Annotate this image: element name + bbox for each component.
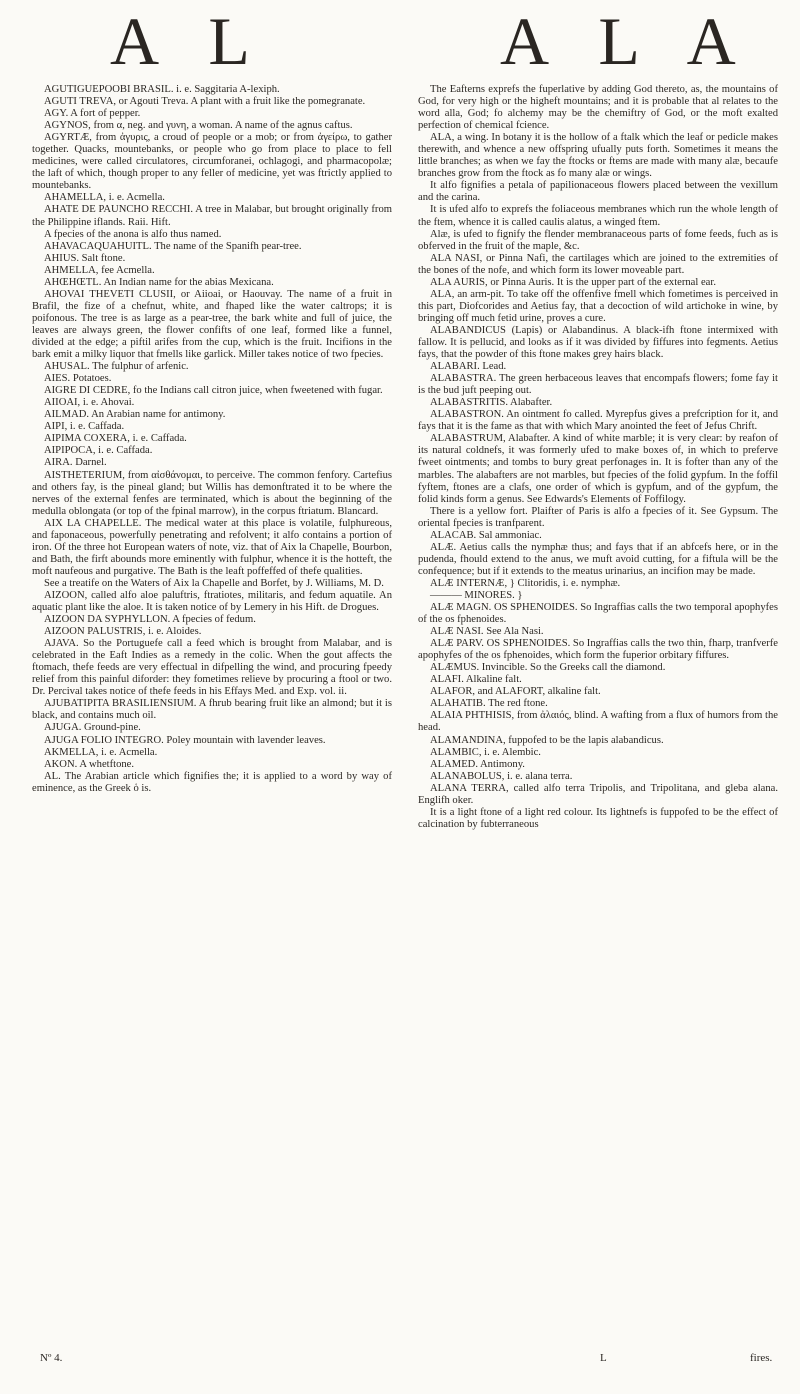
entry-paragraph: ALAHATIB. The red ftone. [430, 698, 548, 710]
entry-paragraph: AKON. A whetftone. [44, 758, 135, 770]
running-header [0, 3, 800, 79]
entry-paragraph: ALANA TERRA, called alfo terra Tripolis, and Tripolitana, and gleba alana. Englifh oker. [418, 782, 778, 806]
entry-paragraph: ALACAB. Sal ammoniac. [430, 529, 542, 541]
entry-paragraph: AIPIMA COXERA, i. e. Caffada. [44, 433, 187, 445]
entry-paragraph: ALA NASI, or Pinna Nafi, the cartilages which are joined to the extremities of the bones of the nofe, and which form its lower moveable part. [418, 252, 778, 276]
entry-paragraph: ALAMBIC, i. e. Alembic. [430, 746, 541, 758]
entry-paragraph: ALÆ MAGN. OS SPHENOIDES. So Ingraffias calls the two temporal apophyfes of the os fphenoides. [418, 602, 778, 626]
entry-paragraph: ALA, an arm-pit. To take off the offenfive fmell which fometimes is perceived in this part, Diofcorides and Aetius fay, that a decoction of wild artichoke in wine, by bringing off much fetid urine, proves a cure. [418, 288, 778, 324]
entry-paragraph: A fpecies of the anona is alfo thus named. [44, 228, 222, 240]
entry-paragraph: AHUSAL. The fulphur of arfenic. [44, 361, 189, 373]
entry-paragraph: Alæ, is ufed to fignify the flender membranaceous parts of fome feeds, fuch as is obferved in the fruit of the maple, &c. [418, 228, 778, 252]
entry-paragraph: There is a yellow fort. Plaifter of Paris is alfo a fpecies of it. See Gypsum. The oriental fpecies is tranfparent. [418, 505, 778, 529]
entry-paragraph: ALA AURIS, or Pinna Auris. It is the upper part of the external ear. [430, 276, 716, 288]
signature-letter: L [600, 1352, 607, 1364]
entry-paragraph: AL. The Arabian article which fignifies the; it is applied to a word by way of eminence, as the Greek ὁ is. [32, 770, 392, 794]
entry-paragraph: AHIUS. Salt ftone. [44, 252, 126, 264]
entry-paragraph: AHOVAI THEVETI CLUSII, or Aiioai, or Haouvay. The name of a fruit in Brafil, the fize of a chefnut, white, and fhaped like the water caltrops; it is poifonous. The tree is as large as a pear-tree, the bark white and full of juice, the leaves are always green, the flower confifts of one leaf, formed like a funnel, divided at the edge; a piftil arifes from the cup, which is the fruit. Incifions in the bark emit a milky liquor that fmells like garlick. Miller takes notice of two fpecies. [32, 288, 392, 361]
header-right: A L A [500, 3, 754, 79]
entry-paragraph: ALABARI. Lead. [430, 361, 507, 373]
entry-paragraph: AGY. A fort of pepper. [44, 108, 141, 120]
entry-paragraph: AIGRE DI CEDRE, fo the Indians call citron juice, when fweetened with fugar. [44, 385, 383, 397]
entry-paragraph: It alfo fignifies a petala of papilionaceous flowers placed between the vexillum and the carina. [418, 180, 778, 204]
entry-paragraph: AIPI, i. e. Caffada. [44, 421, 125, 433]
entry-paragraph: ALAFOR, and ALAFORT, alkaline falt. [430, 686, 601, 698]
entry-paragraph: AIRA. Darnel. [44, 457, 107, 469]
entry-paragraph: AHAMELLA, i. e. Acmella. [44, 192, 165, 204]
entry-paragraph: ALABANDICUS (Lapis) or Alabandinus. A black-ifh ftone intermixed with fallow. It is pellucid, and looks as if it was divided by fiffures into fegments. Aetius fays, that the powder of this ftone makes grey hairs black. [418, 324, 778, 361]
entry-paragraph: AIZOON DA SYPHYLLON. A fpecies of fedum. [44, 614, 256, 626]
entry-paragraph: AJUBATIPITA BRASILIENSIUM. A fhrub bearing fruit like an almond; but it is black, and contains much oil. [32, 698, 392, 722]
entry-paragraph: ALABASTRUM, Alabafter. A kind of white marble; it is very clear: by reafon of its natural coldnefs, it was formerly ufed to make boxes of, in which to preferve fweet ointments; and tombs to bury great perfonages in. It is fofter than any of the marbles. The alabafters are not marbles, but fpecies of the folid gypfum. In the foffil fyftem, ftones are a clafs, one order of which is gypfum, and of the gypfum, the folid kinds form a genus. See Edwards's Elements of Foffilogy. [418, 433, 778, 505]
entry-paragraph: ALÆMUS. Invincible. So the Greeks call the diamond. [430, 662, 666, 674]
entry-paragraph: See a treatife on the Waters of Aix la Chapelle and Borfet, by J. Williams, M. D. [44, 577, 384, 589]
entry-paragraph: AHATE DE PAUNCHO RECCHI. A tree in Malabar, but brought originally from the Philippine iflands. Raii. Hift. [32, 204, 392, 228]
entry-paragraph: ALABASTRA. The green herbaceous leaves that encompafs flowers; fome fay it is the bud juft peeping out. [418, 373, 778, 397]
catchword: fires. [750, 1352, 773, 1364]
entry-paragraph: AHAVACAQUAHUITL. The name of the Spanifh pear-tree. [44, 240, 302, 252]
entry-paragraph: ALAMED. Antimony. [430, 758, 525, 770]
entry-paragraph: AJUGA FOLIO INTEGRO. Poley mountain with lavender leaves. [44, 734, 326, 746]
entry-paragraph: AIIOAI, i. e. Ahovai. [44, 397, 135, 409]
entry-paragraph: AHMELLA, fee Acmella. [44, 264, 155, 276]
entry-paragraph: ALABASTRON. An ointment fo called. Myrepfus gives a prefcription for it, and fays that it is the fame as that with which Mary anointed the feet of Jefus Chrift. [418, 409, 778, 433]
entry-paragraph: AISTHETERIUM, from αἰσθάνομαι, to perceive. The common fenfory. Cartefius and others fay, is the pineal gland; but Willis has demonftrated it to be where the nerves of the external fenfes are terminated, which is about the beginning of the medulla oblongata (or top of the fpinal marrow), in the corpus ftriatum. Blancard. [32, 469, 392, 517]
entry-paragraph: AJAVA. So the Portuguefe call a feed which is brought from Malabar, and is celebrated in the Eaft Indies as a remedy in the colic. When the gout affects the ftomach, thefe feeds are very effectual in difpelling the wind, and procuring fpeedy relief from this painful diforder: they fometimes relieve by procuring a ftool or two. Dr. Percival takes notice of thefe feeds in his Effays Med. and Exp. vol. ii. [32, 638, 392, 698]
entry-paragraph: AILMAD. An Arabian name for antimony. [44, 409, 226, 421]
signature-mark: Nº 4. [40, 1352, 63, 1364]
entry-paragraph: The Eafterns exprefs the fuperlative by adding God thereto, as, the mountains of God, for very high or the higheft mountains; and it is probable that al relates to the word alla, God; fo alchemy may be the chemiftry of God, or the moft exalted perfection of chemical fcience. [418, 84, 778, 132]
entry-paragraph: AGUTIGUEPOOBI BRASIL. i. e. Saggitaria A-lexiph. [44, 84, 280, 95]
entry-paragraph: AIX LA CHAPELLE. The medical water at this place is volatile, fulphureous, and faponaceous, powerfully penetrating and refolvent; it alfo contains a portion of iron. Of the three hot European waters of note, viz. that of Aix la Chapelle, Bourbon, and Bath, the firft abounds more eminently with fulphur, whence it is the hotteft, the moft naufeous and purgative. The Bath is the leaft poffeffed of thefe qualities. [32, 517, 392, 577]
entry-paragraph: ALAFI. Alkaline falt. [430, 674, 522, 686]
entry-paragraph: ALÆ. Aetius calls the nymphæ thus; and fays that if an abfcefs here, or in the pudenda, fhould extend to the anus, we muft avoid cutting, for a fiftula will be the confequence; but if it extends to the meatus urinarius, an incifion may be made. [418, 541, 778, 577]
entry-paragraph: ALÆ PARV. OS SPHENOIDES. So Ingraffias calls the two thin, fharp, tranfverfe apophyfes of the os fphenoides, which form the fuperior orbitary fiffures. [418, 638, 778, 662]
entry-paragraph: It is ufed alfo to exprefs the foliaceous membranes which run the whole length of the ftem, whence it is called caulis alatus, a winged ftem. [418, 204, 778, 228]
entry-paragraph: AIZOON PALUSTRIS, i. e. Aloides. [44, 626, 202, 638]
right-column [418, 84, 778, 831]
entry-paragraph: ALABASTRITIS. Alabafter. [430, 397, 553, 409]
entry-paragraph: AGYRTÆ, from ἀγυρις, a croud of people or a mob; or from ἀγείρω, to gather together. Quacks, mountebanks, or people who go from place to place to fell medicines, were called circulatores, circumforanei, ochlagogi, and pharmacopolæ; the laft of which, though proper to any feller of medicine, yet was ftrictly applied to mountebanks. [32, 132, 392, 192]
entry-paragraph: AGYNOS, from α, neg. and γυνη, a woman. A name of the agnus caftus. [44, 120, 353, 132]
left-column [32, 84, 392, 795]
entry-paragraph: AIES. Potatoes. [44, 373, 112, 385]
entry-paragraph: ——— MINORES. } [430, 589, 523, 601]
entry-paragraph: ALANABOLUS, i. e. alana terra. [430, 770, 573, 782]
entry-paragraph: ALA, a wing. In botany it is the hollow of a ftalk which the leaf or pedicle makes therewith, and whence a new offspring ufually puts forth. Sometimes it means the little branches; as when we fay the ftocks or ftems are made with many alæ, becaufe branches grow from the ftock as fo many alæ or wings. [418, 132, 778, 180]
entry-paragraph: ALÆ INTERNÆ, } Clitoridis, i. e. nymphæ. [430, 577, 621, 589]
entry-paragraph: AHŒHŒTL. An Indian name for the abias Mexicana. [44, 276, 274, 288]
entry-paragraph: AIPIPOCA, i. e. Caffada. [44, 445, 153, 457]
entry-paragraph: ALAMANDINA, fuppofed to be the lapis alabandicus. [430, 734, 664, 746]
entry-paragraph: ALÆ NASI. See Ala Nasi. [430, 626, 544, 638]
entry-paragraph: AIZOON, called alfo aloe paluftris, ftratiotes, militaris, and fedum aquatile. An aquatic plant like the aloe. It is taken notice of by Lemery in his Hift. de Drogues. [32, 589, 392, 614]
header-left: A L [110, 3, 268, 79]
page-footer [0, 1352, 800, 1376]
entry-paragraph: AJUGA. Ground-pine. [44, 722, 141, 734]
entry-paragraph: It is a light ftone of a light red colour. Its lightnefs is fuppofed to be the effect of calcination by fubterraneous [418, 806, 778, 830]
entry-paragraph: AKMELLA, i. e. Acmella. [44, 746, 158, 758]
entry-paragraph: AGUTI TREVA, or Agouti Treva. A plant with a fruit like the pomegranate. [44, 96, 366, 108]
entry-paragraph: ALAIA PHTHISIS, from ἀλαιός, blind. A wafting from a flux of humors from the head. [418, 710, 778, 734]
